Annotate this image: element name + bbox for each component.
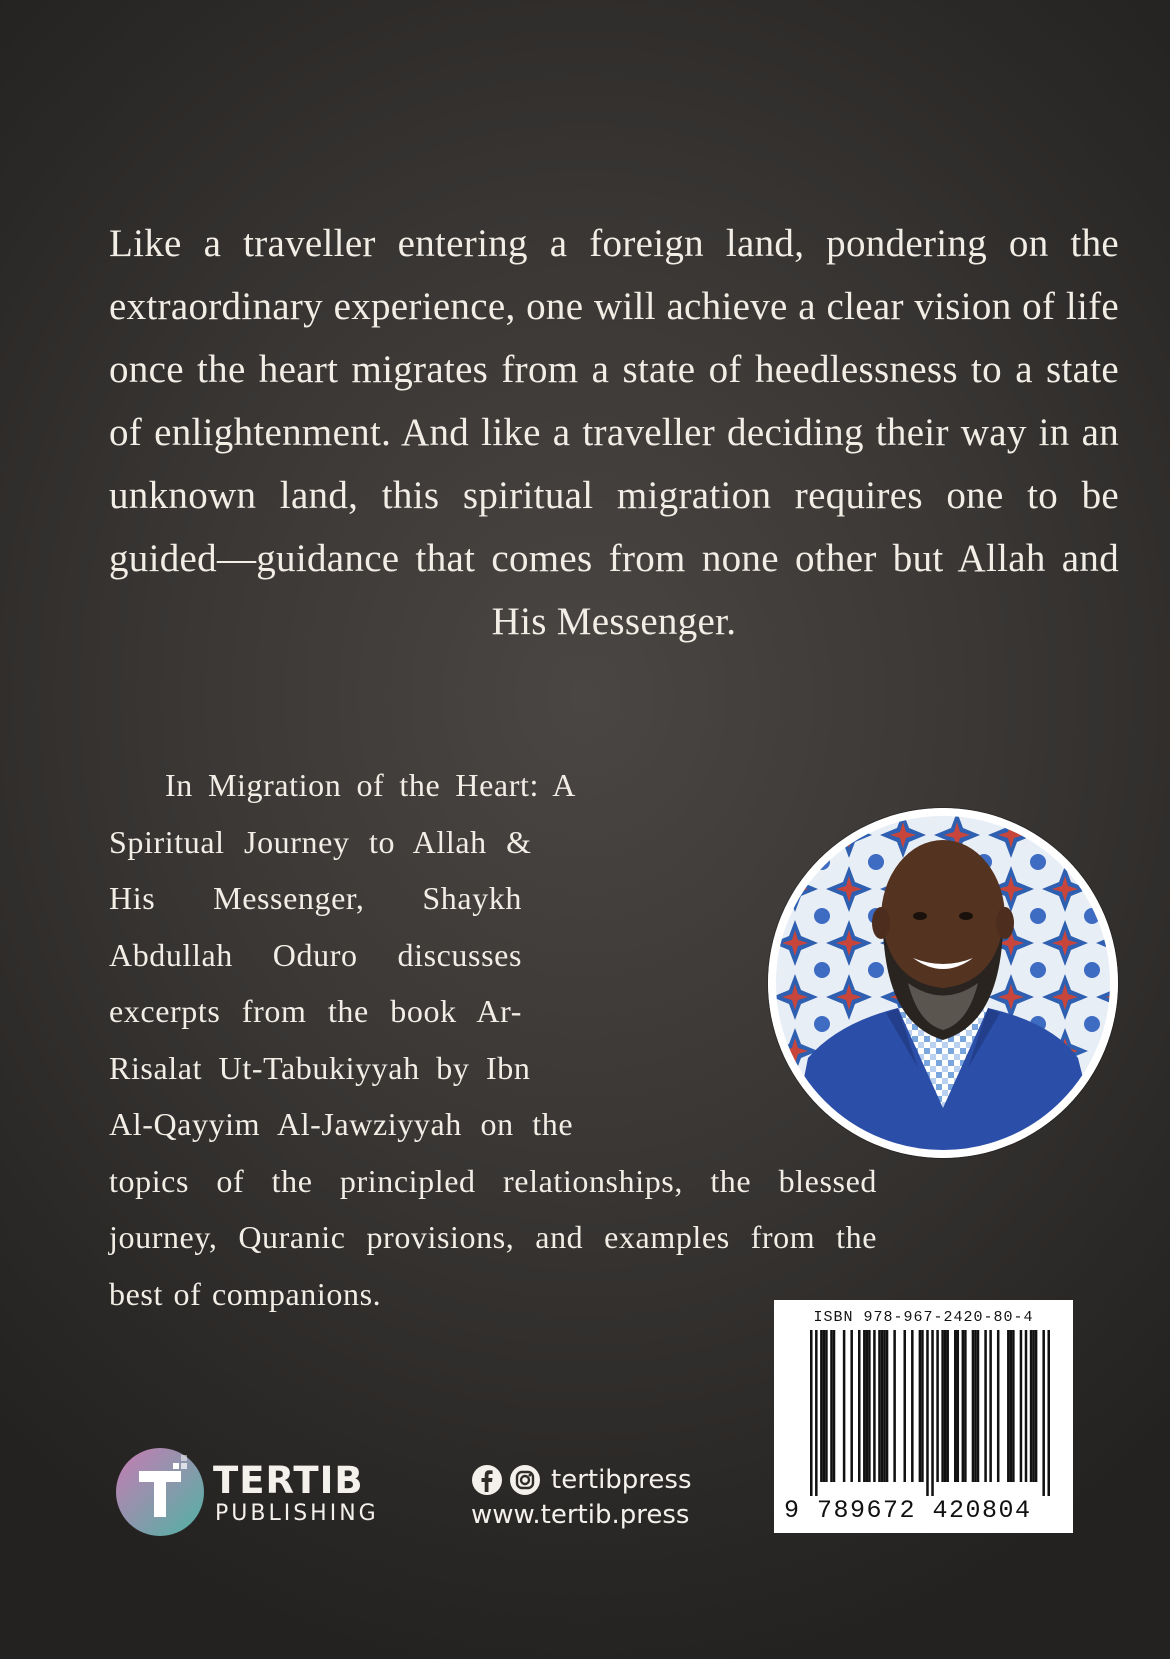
publisher-subtitle: PUBLISHING bbox=[215, 1501, 379, 1526]
barcode-bar bbox=[977, 1330, 980, 1482]
barcode-bar bbox=[858, 1330, 861, 1482]
barcode-bar bbox=[936, 1330, 939, 1482]
barcode-bar bbox=[1007, 1330, 1010, 1482]
barcode-bar bbox=[833, 1330, 836, 1482]
barcode-bar bbox=[1012, 1330, 1015, 1482]
portrait-wrap-spacer bbox=[522, 795, 877, 1155]
barcode-bar bbox=[830, 1330, 833, 1482]
description-paragraph bbox=[109, 757, 877, 1322]
instagram-icon[interactable] bbox=[509, 1464, 541, 1496]
barcode-bar bbox=[1030, 1330, 1033, 1482]
barcode-bar bbox=[946, 1330, 949, 1482]
barcode-bar bbox=[866, 1330, 869, 1482]
blurb-paragraph: Like a traveller entering a foreign land, pondering on the extraordinary experience, one will achieve a clear vision of life once the heart migrates from a state of heedlessness to a state of enlightenment. And like a traveller deciding their way in an unknown land, this spiritual migration requires one to be guided—guidance that comes from none other but Allah and His Messenger. bbox=[109, 222, 1119, 643]
barcode-bar bbox=[974, 1330, 977, 1482]
barcode-bar bbox=[893, 1330, 896, 1482]
barcode-bar bbox=[815, 1330, 818, 1496]
social-handle-row bbox=[471, 1462, 692, 1498]
barcode-bar bbox=[1025, 1330, 1028, 1482]
barcode-bar bbox=[881, 1330, 884, 1482]
barcode-bar bbox=[886, 1330, 889, 1482]
barcode-bar bbox=[903, 1330, 906, 1482]
barcode-bar bbox=[962, 1330, 965, 1482]
barcode-bar bbox=[823, 1330, 826, 1482]
isbn-label: ISBN 978-967-2420-80-4 bbox=[813, 1309, 1034, 1326]
barcode-bar bbox=[972, 1330, 975, 1482]
barcode-bar bbox=[810, 1330, 813, 1496]
facebook-icon[interactable] bbox=[471, 1464, 503, 1496]
barcode-bar bbox=[984, 1330, 987, 1482]
barcode-bar bbox=[926, 1330, 929, 1496]
barcode-bar bbox=[931, 1330, 934, 1496]
barcode-bar bbox=[954, 1330, 957, 1482]
social-handle[interactable]: tertibpress bbox=[551, 1465, 692, 1495]
barcode-bar bbox=[1042, 1330, 1045, 1496]
barcode-bar bbox=[868, 1330, 871, 1482]
barcode-bar bbox=[1032, 1330, 1035, 1482]
barcode-bar bbox=[989, 1330, 992, 1482]
isbn-barcode bbox=[774, 1300, 1073, 1533]
description-text: In Migration of the Heart: A Spiritual Journey to Allah & His Messenger, Shaykh Abdullah Oduro discusses excerpts from the book Ar-Risalat Ut-Tabukiyyah by Ibn Al-Qayyim Al-Jawziyyah on the topics of the principled relationships, the blessed journey, Quranic provisions, and examples from the best of companions. bbox=[109, 767, 877, 1312]
barcode-bar bbox=[919, 1330, 922, 1482]
barcode-bar bbox=[863, 1330, 866, 1482]
barcode-bar bbox=[964, 1330, 967, 1482]
barcode-bar bbox=[921, 1330, 924, 1482]
barcode-bar bbox=[944, 1330, 947, 1482]
website-link[interactable]: www.tertib.press bbox=[471, 1500, 690, 1530]
barcode-bar bbox=[1020, 1330, 1023, 1482]
social-links bbox=[471, 1462, 692, 1530]
barcode-bar bbox=[941, 1330, 944, 1482]
barcode-bar bbox=[957, 1330, 960, 1482]
barcode-bar bbox=[820, 1330, 823, 1482]
tertib-logo-icon bbox=[115, 1447, 205, 1537]
barcode-digits: 9 789672 420804 bbox=[784, 1496, 1032, 1525]
barcode-bar bbox=[850, 1330, 853, 1482]
barcode-bar bbox=[1035, 1330, 1038, 1482]
barcode-bar bbox=[911, 1330, 914, 1482]
publisher-name: TERTIB bbox=[213, 1459, 364, 1502]
barcode-bar bbox=[883, 1330, 886, 1482]
barcode-bar bbox=[843, 1330, 846, 1482]
barcode-bar bbox=[825, 1330, 828, 1482]
barcode-bar bbox=[1047, 1330, 1050, 1496]
barcode-bar bbox=[873, 1330, 876, 1482]
barcode-bar bbox=[997, 1330, 1000, 1482]
barcode-bar bbox=[878, 1330, 881, 1482]
barcode-bar bbox=[1010, 1330, 1013, 1482]
barcode-bars bbox=[810, 1330, 1050, 1496]
